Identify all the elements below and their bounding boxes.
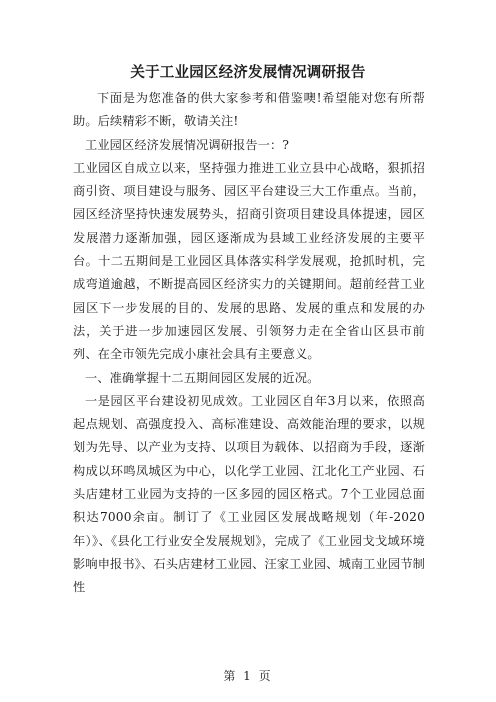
- section-heading-one: 一、准确掌握十二五期间园区发展的近况。: [85, 370, 320, 385]
- document-body: [73, 87, 425, 600]
- body-paragraph: 工业园区自成立以来，坚持强力推进工业立县中心战略，狠抓招商引资、项目建设与服务、园区平台建设三大工作重点。当前，园区经济坚持快速发展势头，招商引资项目建设具体提速，园区发展潜力逐渐加强，园区逐渐成为县域工业经济发展的主要平台。十二五期间是工业园区具体落实科学发展观，抢抓时机，完成弯道逾越，不断提高园区经济实力的关键期间。超前经营工业园区下一步发展的目的、发展的思路、发展的重点和发展的办法，关于进一步加速园区发展、引领努力走在全省山区县市前列、在全市领先完成小康社会具有主要意义。: [73, 160, 425, 362]
- section-heading-report-one: 工业园区经济发展情况调研报告一：?: [85, 137, 290, 152]
- document-title: 关于工业园区经济发展情况调研报告: [130, 65, 366, 81]
- body-paragraph: 一是园区平台建设初见成效。工业园区自年3月以来，依照高起点规划、高强度投入、高标准建设、高效能治理的要求，以规划为先导、以产业为支持、以项目为载体、以招商为手段，逐渐构成以环鸣凤城区为中心，以化学工业园、江北化工产业园、石头店建材工业园为支持的一区多园的园区格式。7个工业园总面积达7000余亩。制订了《工业园区发展战略规划（年-2020年）》、《县化工行业安全发展规划》，完成了《工业园戈戈域环境影响申报书》、石头店建材工业园、汪家工业园、城南工业园节制性: [73, 393, 425, 595]
- intro-paragraph: 下面是为您准备的供大家参考和借鉴噢!希望能对您有所帮助。后续精彩不断，敬请关注!: [73, 91, 425, 129]
- page-number: 第 1 页: [223, 669, 273, 683]
